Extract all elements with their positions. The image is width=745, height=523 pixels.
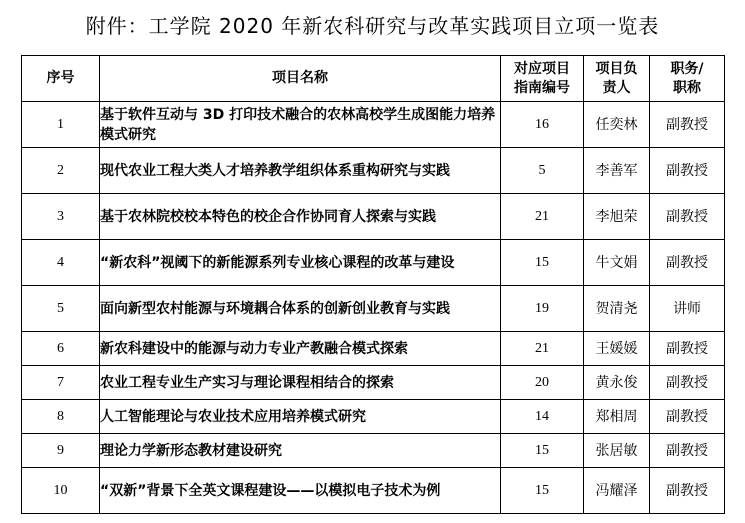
header-guide-code-line2: 指南编号 — [514, 79, 570, 96]
cell-seq: 3 — [22, 194, 100, 240]
cell-project-lead: 牛文娟 — [584, 240, 650, 286]
cell-job-title: 副教授 — [650, 102, 725, 148]
cell-guide-code: 14 — [501, 400, 584, 434]
project-table — [21, 55, 725, 514]
cell-guide-code: 15 — [501, 240, 584, 286]
cell-project-name: 基于农林院校校本特色的校企合作协同育人探索与实践 — [100, 194, 501, 240]
cell-seq: 6 — [22, 332, 100, 366]
header-seq: 序号 — [22, 56, 100, 102]
header-job-title — [650, 56, 725, 102]
cell-project-name: 理论力学新形态教材建设研究 — [100, 434, 501, 468]
cell-project-name: “双新”背景下全英文课程建设——以模拟电子技术为例 — [100, 468, 501, 514]
cell-seq: 7 — [22, 366, 100, 400]
table-row — [22, 366, 725, 400]
cell-seq: 5 — [22, 286, 100, 332]
cell-guide-code: 15 — [501, 468, 584, 514]
table-row — [22, 102, 725, 148]
table-row — [22, 332, 725, 366]
cell-project-name: 面向新型农村能源与环境耦合体系的创新创业教育与实践 — [100, 286, 501, 332]
cell-job-title: 副教授 — [650, 468, 725, 514]
cell-job-title: 副教授 — [650, 400, 725, 434]
cell-guide-code: 15 — [501, 434, 584, 468]
header-job-title-line2: 职称 — [673, 79, 701, 96]
cell-seq: 4 — [22, 240, 100, 286]
cell-guide-code: 5 — [501, 148, 584, 194]
cell-project-name: “新农科”视阈下的新能源系列专业核心课程的改革与建设 — [100, 240, 501, 286]
cell-project-lead: 李旭荣 — [584, 194, 650, 240]
table-row — [22, 400, 725, 434]
cell-guide-code: 19 — [501, 286, 584, 332]
cell-job-title: 副教授 — [650, 332, 725, 366]
cell-job-title: 副教授 — [650, 194, 725, 240]
cell-project-name: 农业工程专业生产实习与理论课程相结合的探索 — [100, 366, 501, 400]
header-project-name: 项目名称 — [100, 56, 501, 102]
table-row — [22, 286, 725, 332]
cell-job-title: 副教授 — [650, 240, 725, 286]
cell-project-lead: 李善军 — [584, 148, 650, 194]
header-project-lead-line1: 项目负 — [595, 60, 638, 77]
header-project-lead — [584, 56, 650, 102]
table-row — [22, 194, 725, 240]
header-guide-code — [501, 56, 584, 102]
cell-project-name: 现代农业工程大类人才培养教学组织体系重构研究与实践 — [100, 148, 501, 194]
table-header-row — [22, 56, 725, 102]
cell-job-title: 副教授 — [650, 366, 725, 400]
cell-seq: 8 — [22, 400, 100, 434]
cell-project-lead: 郑相周 — [584, 400, 650, 434]
cell-guide-code: 16 — [501, 102, 584, 148]
cell-project-lead: 黄永俊 — [584, 366, 650, 400]
cell-project-lead: 贺清尧 — [584, 286, 650, 332]
cell-project-name: 人工智能理论与农业技术应用培养模式研究 — [100, 400, 501, 434]
header-project-lead-line2: 责人 — [602, 79, 631, 96]
cell-job-title: 副教授 — [650, 434, 725, 468]
cell-project-lead: 冯耀泽 — [584, 468, 650, 514]
table-row — [22, 468, 725, 514]
cell-seq: 2 — [22, 148, 100, 194]
cell-guide-code: 21 — [501, 194, 584, 240]
cell-project-name: 新农科建设中的能源与动力专业产教融合模式探索 — [100, 332, 501, 366]
cell-job-title: 副教授 — [650, 148, 725, 194]
table-row — [22, 148, 725, 194]
table-row — [22, 240, 725, 286]
cell-guide-code: 21 — [501, 332, 584, 366]
cell-seq: 1 — [22, 102, 100, 148]
header-job-title-line1: 职务/ — [670, 60, 704, 77]
cell-seq: 9 — [22, 434, 100, 468]
table-row — [22, 434, 725, 468]
cell-project-lead: 王媛媛 — [584, 332, 650, 366]
document-title: 附件：工学院 2020 年新农科研究与改革实践项目立项一览表 — [85, 14, 660, 38]
cell-guide-code: 20 — [501, 366, 584, 400]
header-guide-code-line1: 对应项目 — [514, 60, 570, 77]
cell-seq: 10 — [22, 468, 100, 514]
cell-project-lead: 张居敏 — [584, 434, 650, 468]
cell-project-name: 基于软件互动与 3D 打印技术融合的农林高校学生成图能力培养模式研究 — [100, 102, 501, 148]
cell-project-lead: 任奕林 — [584, 102, 650, 148]
cell-job-title: 讲师 — [650, 286, 725, 332]
